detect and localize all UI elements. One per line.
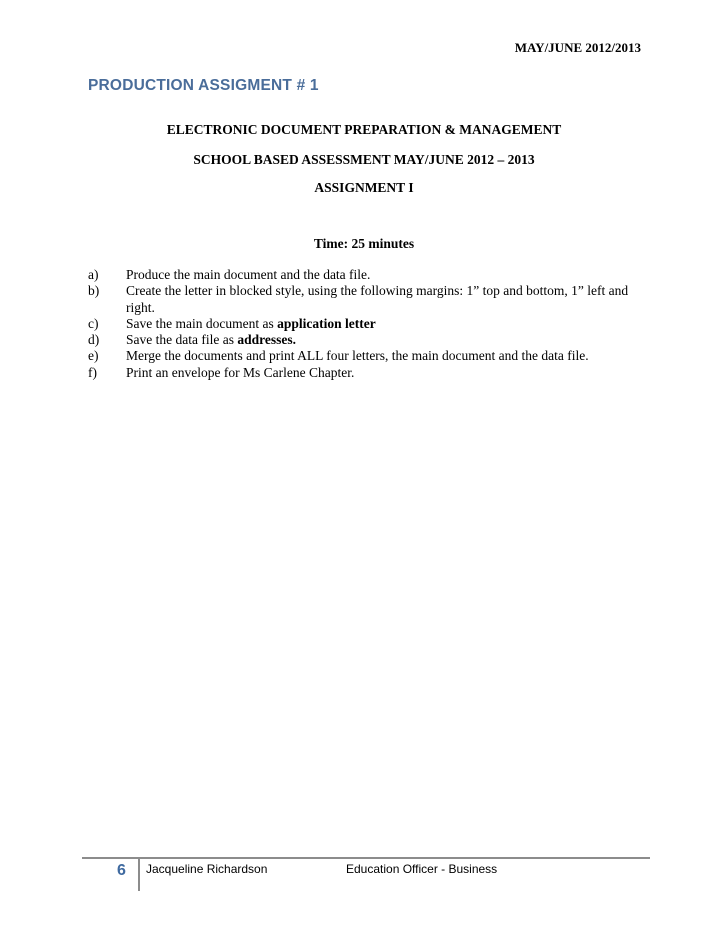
item-marker: e) [88,348,99,364]
footer-vertical-bar [138,859,140,891]
heading-time: Time: 25 minutes [313,236,415,251]
page-number: 6 [117,862,126,879]
list-item [88,267,648,283]
item-text: Save the main document as [126,315,278,331]
list-item [88,365,648,381]
footer-divider [82,857,650,859]
item-bold-text: application letter [277,315,376,331]
footer-author: Jacqueline Richardson [146,862,268,876]
item-text: Save the data file as [126,332,238,348]
item-text: Produce the main document and the data file. [126,267,371,282]
instruction-list [88,267,648,381]
item-marker: c) [88,315,99,331]
heading-assessment: SCHOOL BASED ASSESSMENT MAY/JUNE 2012 – 2013 [193,152,535,167]
item-text: Merge the documents and print ALL four letters, the main document and the data file. [126,348,589,364]
heading-course-title: ELECTRONIC DOCUMENT PREPARATION & MANAGEMENT [166,122,562,137]
production-title: PRODUCTION ASSIGMENT # 1 [88,77,319,94]
item-text-wrap [126,332,648,348]
item-bold-text: addresses. [237,332,296,348]
list-item [88,316,648,332]
item-marker: b) [88,283,100,299]
list-item [88,283,648,316]
item-text-wrap [126,316,648,332]
list-item [88,348,648,364]
item-marker: f) [88,364,97,380]
item-text: Create the letter in blocked style, using the following margins: 1” top and bottom, 1” left and right. [126,283,629,315]
item-marker: d) [88,332,100,348]
item-marker: a) [88,267,99,282]
heading-assignment: ASSIGNMENT I [314,180,414,195]
list-item [88,332,648,348]
item-text: Print an envelope for Ms Carlene Chapter. [126,364,355,380]
footer-role: Education Officer - Business [346,862,498,876]
header-date: MAY/JUNE 2012/2013 [514,40,641,55]
